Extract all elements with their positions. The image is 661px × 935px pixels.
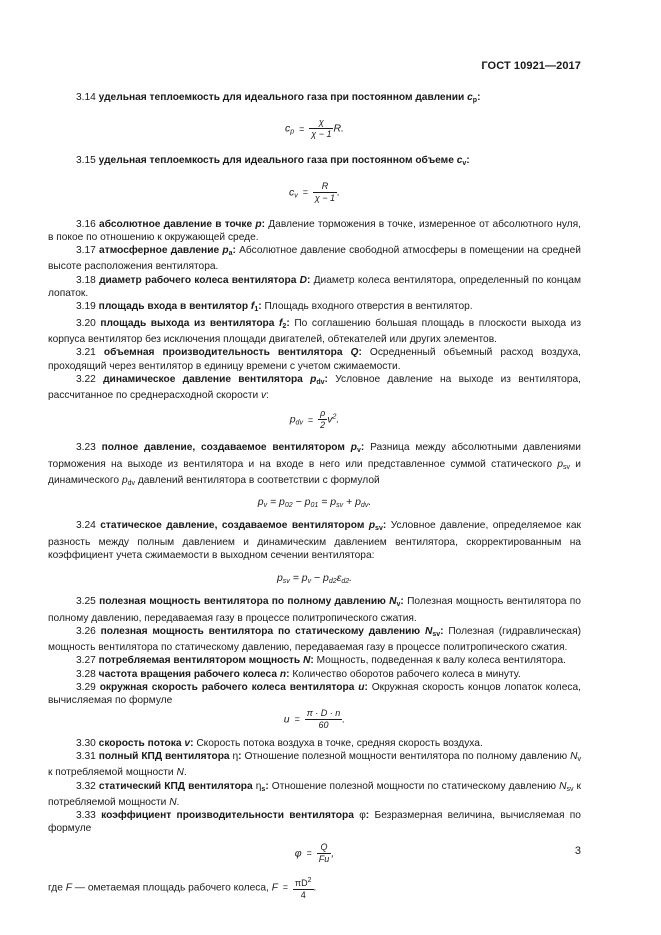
formula-pdv: $p_{dv}$ = $\frac{\rho}{2}$ $v^2$. [289,408,340,431]
item-3-27: 3.27 потребляемая вентилятором мощность N: Мощность, подведенная к валу колеса вентилятора. [76,655,566,667]
formula-cv: $c_v$ = $\frac{R}{\chi - 1}$ . [289,180,340,203]
footnote-where-F: где F — ометаемая площадь рабочего колеса, F = $\frac{\pi D^2}{4}$ . [48,876,317,900]
document-code: ГОСТ 10921—2017 [481,60,581,72]
formula-phi: φ = $\frac{Q}{Fu}$ , [294,841,335,864]
item-3-31: 3.31 полный КПД вентилятора η: Отношение полезной мощности вентилятора по полному давлению $N_v$ к потребляемой мощности N. [48,750,581,779]
item-3-28: 3.28 частота вращения рабочего колеса n: Количество оборотов рабочего колеса в минуту. [76,668,521,680]
item-3-15: 3.15 удельная теплоемкость для идеального газа при постоянном объеме cv: [76,155,470,168]
item-3-25: 3.25 полезная мощность вентилятора по полному давлению Nv: Полезная мощность вентилятора по полному давлению, передаваемая газу в процессе политропического сжатия. [48,596,581,624]
item-3-18: 3.18 диаметр рабочего колеса вентилятора D: Диаметр колеса вентилятора, определенный по концам лопаток. [48,274,581,300]
item-3-14: 3.14 удельная теплоемкость для идеального газа при постоянном давлении cp: [76,92,481,104]
formula-pv: $p_v = p_{02} - p_{01} = p_{sv} + p_{dv}$. [257,496,372,510]
formula-cp: $c_p$ = $\frac{\chi}{\chi - 1}$ R. [285,117,344,140]
item-3-19: 3.19 площадь входа в вентилятор f1: Площадь входного отверстия в вентилятор. [76,301,473,314]
item-3-32: 3.32 статический КПД вентилятора ηs: Отношение полезной мощности по статическому давлению $N_{sv}$ к потребляемой мощности N. [48,780,581,808]
item-3-20: 3.20 площадь выхода из вентилятора f2: По соглашению большая площадь в плоскости выхода из корпуса вентилятор без исключения площади двигателей, обтекателей или других элементов. [48,317,582,345]
item-3-29: 3.29 окружная скорость рабочего колеса вентилятора u: Окружная скорость концов лопаток колеса, вычисляемая по формуле [48,682,581,707]
formula-u: u = $\frac{\pi \cdot D \cdot n}{60}$ . [283,707,346,730]
item-3-33: 3.33 коэффициент производительности вентилятора φ: Безразмерная величина, вычисляемая по формуле [48,810,581,835]
item-3-23: 3.23 полное давление, создаваемое вентилятором pv: Разница между абсолютными давлениями торможения на выходе из вентилятора и на входе в него или представленное суммой статического $p_{sv}$ и динамического $p_{dv}$ давлений вентилятора в соответствии с формулой [48,442,581,488]
formula-psv: $p_{sv} = p_v - p_{d2}\varepsilon_{d2}$. [276,572,353,586]
item-3-22: 3.22 динамическое давление вентилятора pdv: Условное давление на выходе из вентилятора, рассчитанное по среднерасходной скорости v: [48,373,582,402]
definitions-body [48,91,581,901]
item-3-24: 3.24 статическое давление, создаваемое вентилятором psv: Условное давление, определяемое как разность между полным давлением и динамическим давлением вентилятора, скорректированным на коэффициент учета сжимаемости в выходном сечении вентилятора: [48,520,581,561]
item-3-30: 3.30 скорость потока v: Скорость потока воздуха в точке, средняя скорость воздуха. [76,737,483,749]
item-3-26: 3.26 полезная мощность вентилятора по статическому давлению Nsv: Полезная (гидравлическая) мощность вентилятора по статическому давлению, передаваемая газу в процессе политропического сжатия. [48,625,581,654]
item-3-17: 3.17 атмосферное давление pa: Абсолютное давление свободной атмосферы в помещении на средней высоте расположения вентилятора. [48,245,581,273]
page-number: 3 [574,845,581,857]
item-3-21: 3.21 объемная производительность вентилятора Q: Осредненный объемный расход воздуха, проходящий через вентилятор в единицу времени с учетом сжимаемости. [48,347,581,372]
item-3-16: 3.16 абсолютное давление в точке p: Давление торможения в точке, измеренное от абсолютного нуля, в покое по отношению к окружающей среде. [48,218,581,243]
